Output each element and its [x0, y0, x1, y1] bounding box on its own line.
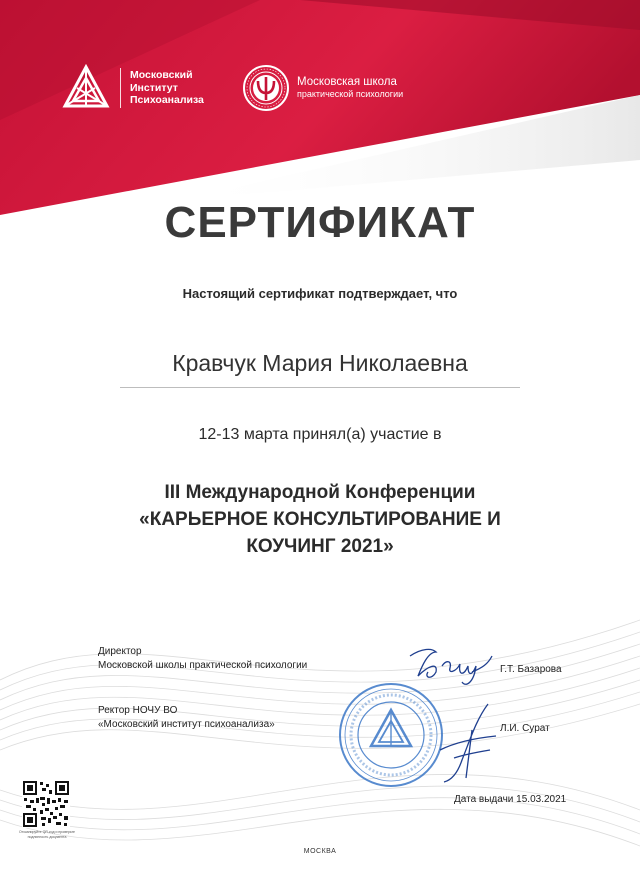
rector-role: Ректор НОЧУ ВО [98, 705, 178, 716]
rector-label [98, 704, 275, 732]
school-name-title: Московская школа [297, 76, 397, 88]
issue-date: Дата выдачи 15.03.2021 [454, 794, 567, 805]
qr-caption-line: подлинность документа [27, 834, 67, 839]
participation-text: 12-13 марта принял(а) участие в [198, 426, 442, 443]
logo-divider [120, 68, 121, 108]
rector-signature-icon [432, 700, 502, 785]
qr-caption-line: Отсканируйте QR-код и проверьте [19, 830, 75, 834]
institute-name-line: Московский [130, 69, 193, 82]
event-title-line: «КАРЬЕРНОЕ КОНСУЛЬТИРОВАНИЕ И [139, 509, 501, 530]
city-label: МОСКВА [303, 848, 337, 855]
event-title [0, 479, 640, 560]
school-name-subtitle: практической психологии [297, 89, 404, 99]
recipient-name: Кравчук Мария Николаевна [172, 350, 468, 376]
school-psi-seal-icon [242, 64, 290, 112]
institute-name [130, 69, 228, 107]
qr-code-icon[interactable] [22, 780, 70, 828]
recipient-underline [120, 387, 520, 388]
qr-caption [16, 830, 78, 839]
director-role: Директор [98, 646, 142, 657]
institute-name-line: Институт [130, 81, 178, 94]
institute-name-line: Психоанализа [130, 94, 204, 107]
director-organization: Московской школы практической психологии [98, 660, 308, 671]
rector-name: Л.И. Сурат [500, 723, 550, 734]
director-signature-icon [402, 642, 497, 690]
header-background [0, 0, 640, 230]
event-title-line: КОУЧИНГ 2021» [246, 536, 394, 557]
certificate-title: СЕРТИФИКАТ [164, 198, 476, 247]
school-name [297, 76, 403, 100]
director-label [98, 645, 307, 673]
rector-organization: «Московский институт психоанализа» [98, 719, 275, 730]
event-title-line: III Международной Конференции [164, 482, 476, 503]
institute-stamp-icon [336, 680, 446, 790]
decorative-waves [0, 560, 640, 883]
institute-triangle-logo-icon [62, 64, 110, 112]
confirmation-text: Настоящий сертификат подтверждает, что [182, 286, 458, 301]
director-name: Г.Т. Базарова [500, 664, 562, 675]
header-logos [62, 64, 403, 112]
